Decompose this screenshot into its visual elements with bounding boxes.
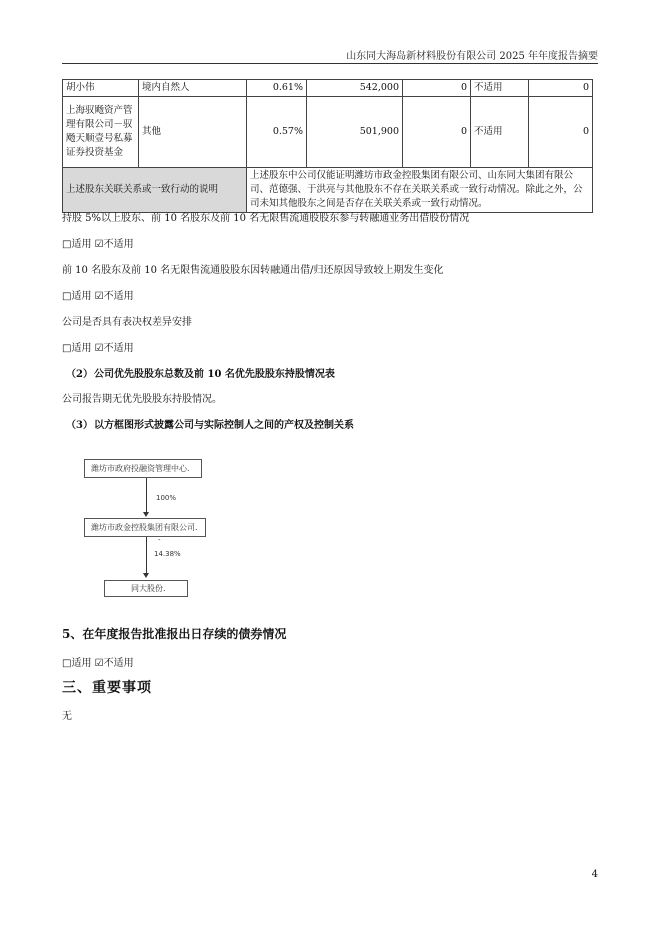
change-choice: □适用 ☑不适用 [62, 291, 134, 302]
section-5-heading: 5、在年度报告批准报出日存续的债券情况 [62, 627, 287, 641]
diagram-arrow [143, 573, 149, 578]
table-row [63, 80, 593, 97]
diagram-box-company: 同大股份. [104, 580, 188, 597]
diagram-box-holding-group: 潍坊市政金控股集团有限公司. [84, 518, 206, 537]
diagram-box-government: 潍坊市政府投融资管理中心. [84, 459, 202, 478]
diagram-connector [146, 478, 147, 510]
diagram-arrow [143, 512, 149, 517]
section-3-text: 无 [62, 711, 72, 722]
holder-pledge-status: 不适用 [471, 80, 529, 97]
table-row [63, 168, 593, 213]
preferred-text: 公司报告期无优先股股东持股情况。 [62, 394, 222, 405]
holder-name: 上海驭飏资产管理有限公司－驭飏天顺壹号私募证券投资基金 [63, 97, 139, 168]
page-header-title: 山东同大海岛新材料股份有限公司 2025 年年度报告摘要 [346, 51, 598, 62]
control-heading-number: （3） [66, 420, 93, 431]
shareholders-table [62, 79, 593, 213]
section-3-heading: 三、重要事项 [62, 680, 152, 696]
section-5-choice: □适用 ☑不适用 [62, 658, 134, 669]
preferred-heading [66, 365, 335, 380]
diagram-mark: - [158, 536, 161, 544]
change-paragraph: 前 10 名股东及前 10 名无限售流通股股东因转融通出借/归还原因导致较上期发生变化 [62, 265, 444, 276]
header-divider [62, 63, 598, 64]
diagram-percentage-label: 14.38% [154, 550, 181, 558]
holder-pledge-qty: 0 [529, 80, 593, 97]
preferred-heading-number: （2） [66, 369, 93, 380]
diagram-percentage-label: 100% [156, 494, 177, 502]
holder-name: 胡小伟 [63, 80, 139, 97]
holder-pledge-status: 不适用 [471, 97, 529, 168]
preferred-heading-title: 公司优先股股东总数及前 10 名优先股股东持股情况表 [94, 369, 335, 380]
control-heading [66, 416, 354, 431]
holder-shares: 542,000 [307, 80, 403, 97]
refinancing-choice: □适用 ☑不适用 [62, 239, 134, 250]
holder-nature: 其他 [139, 97, 247, 168]
relationship-note-text: 上述股东中公司仅能证明潍坊市政金控股集团有限公司、山东同大集团有限公司、范德强、于洪亮与其他股东不存在关联关系或一致行动情况。除此之外，公司未知其他股东之间是否存在关联关系或一致行动情况。 [247, 168, 593, 213]
voting-choice: □适用 ☑不适用 [62, 343, 134, 354]
holder-restricted: 0 [403, 97, 471, 168]
diagram-connector [146, 537, 147, 575]
holder-shares: 501,900 [307, 97, 403, 168]
page-number: 4 [591, 869, 598, 880]
refinancing-paragraph: 持股 5%以上股东、前 10 名股东及前 10 名无限售流通股股东参与转融通业务出借股份情况 [62, 213, 470, 224]
control-heading-title: 以方框图形式披露公司与实际控制人之间的产权及控制关系 [94, 420, 354, 431]
control-structure-diagram [62, 440, 268, 607]
voting-paragraph: 公司是否具有表决权差异安排 [62, 317, 192, 328]
holder-restricted: 0 [403, 80, 471, 97]
table-row [63, 97, 593, 168]
holder-nature: 境内自然人 [139, 80, 247, 97]
holder-pct: 0.57% [247, 97, 307, 168]
holder-pct: 0.61% [247, 80, 307, 97]
relationship-note-label: 上述股东关联关系或一致行动的说明 [63, 168, 247, 213]
holder-pledge-qty: 0 [529, 97, 593, 168]
